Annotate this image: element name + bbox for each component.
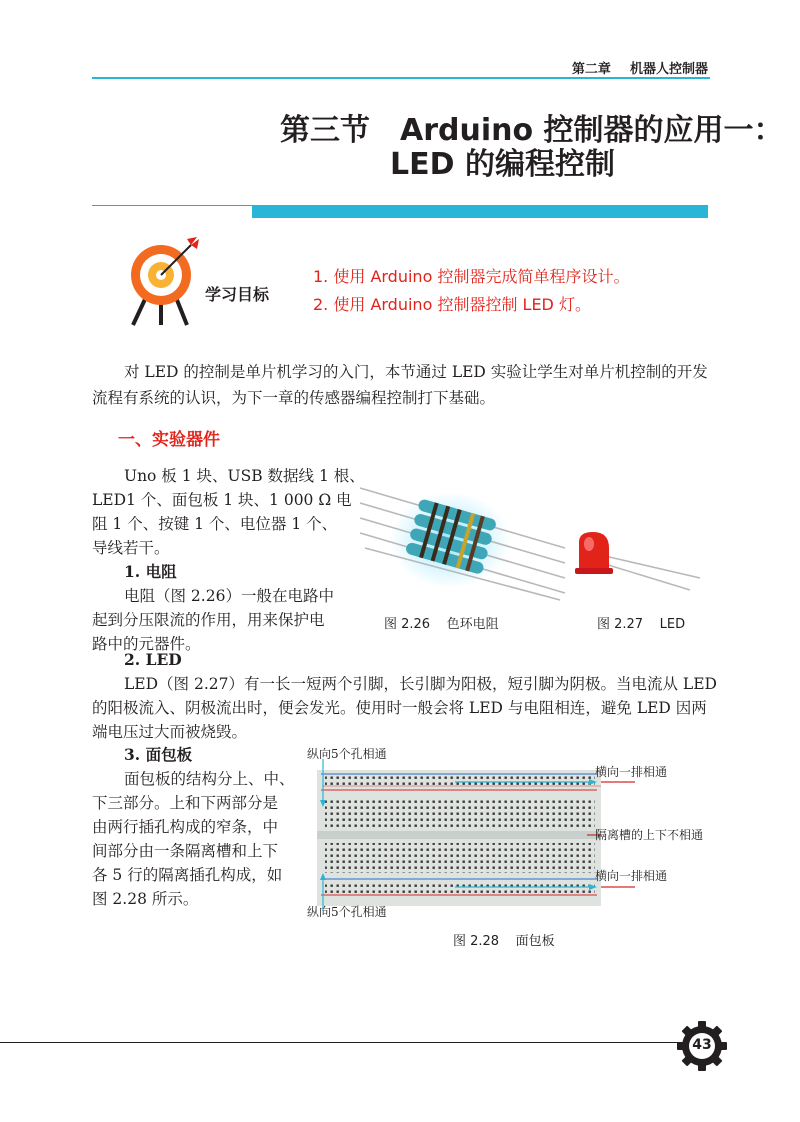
components-paragraph xyxy=(92,464,365,564)
intro-paragraph xyxy=(92,360,712,410)
components-line: LED1 个、面包板 1 块、1 000 Ω 电 xyxy=(92,491,352,509)
page-title xyxy=(280,112,784,150)
resistor-line: 路中的元器件。 xyxy=(92,635,201,653)
title-rule-bar xyxy=(252,205,708,218)
objective-item-1: 1. 使用 Arduino 控制器完成简单程序设计。 xyxy=(313,267,630,286)
led-paragraph xyxy=(92,672,717,746)
resistor-paragraph xyxy=(92,584,352,658)
led-line: 端电压过大而被烧毁。 xyxy=(92,723,248,741)
label-bottom-vertical: 纵向5个孔相通 xyxy=(307,905,387,919)
intro-line: 对 LED 的控制是单片机学习的入门，本节通过 LED 实验让学生对单片机控制的开发 xyxy=(124,363,708,381)
components-line: 导线若干。 xyxy=(92,539,170,557)
label-bottom-horizontal: 横向一排相通 xyxy=(595,869,668,883)
subsection-title-led: 2. LED xyxy=(124,650,182,669)
figure-caption-2-26: 图 2.26 色环电阻 xyxy=(384,617,499,632)
resistor-image xyxy=(355,478,570,603)
subsection-title-resistor: 1. 电阻 xyxy=(124,562,177,581)
figure-caption-2-28: 图 2.28 面包板 xyxy=(453,934,555,949)
led-line: LED（图 2.27）有一长一短两个引脚，长引脚为阳极，短引脚为阴极。当电流从 LED xyxy=(124,675,717,693)
objectives-label: 学习目标 xyxy=(205,285,270,304)
label-top-horizontal: 横向一排相通 xyxy=(595,765,668,779)
breadboard-line: 面包板的结构分上、中、 xyxy=(124,770,295,788)
resistor-line: 起到分压限流的作用，用来保护电 xyxy=(92,611,325,629)
breadboard-line: 各 5 行的隔离插孔构成，如 xyxy=(92,866,283,884)
objective-item-2: 2. 使用 Arduino 控制器控制 LED 灯。 xyxy=(313,295,591,314)
components-line: Uno 板 1 块、USB 数据线 1 根、 xyxy=(124,467,365,485)
subsection-title-breadboard: 3. 面包板 xyxy=(124,745,193,764)
breadboard-paragraph xyxy=(92,767,295,913)
breadboard-line: 间部分由一条隔离槽和上下 xyxy=(92,842,279,860)
page-title-line-2: LED 的编程控制 xyxy=(390,147,615,182)
led-line: 的阳极流入、阴极流出时，便会发光。使用时一般会将 LED 与电阻相连，避免 LED 因两 xyxy=(92,699,707,717)
header-chapter-title: 机器人控制器 xyxy=(629,62,708,77)
resistor-line: 电阻（图 2.26）一般在电路中 xyxy=(124,587,334,605)
breadboard-line: 下三部分。上和下两部分是 xyxy=(92,794,279,812)
breadboard-line: 图 2.28 所示。 xyxy=(92,890,199,908)
intro-line: 流程有系统的认识，为下一章的传感器编程控制打下基础。 xyxy=(92,389,496,407)
label-top-vertical: 纵向5个孔相通 xyxy=(307,747,387,761)
footer-rule xyxy=(0,1042,690,1043)
header-chapter: 第二章 xyxy=(571,62,611,77)
running-header xyxy=(572,58,708,77)
label-middle-groove: 隔离槽的上下不相通 xyxy=(595,828,704,842)
title-line-1: Arduino 控制器的应用一： xyxy=(400,113,784,148)
header-rule xyxy=(92,77,710,79)
breadboard-figure xyxy=(305,745,715,925)
section-heading: 一、实验器件 xyxy=(118,430,220,450)
target-icon xyxy=(125,235,205,327)
figure-caption-2-27: 图 2.27 LED xyxy=(597,617,686,632)
page-number: 43 xyxy=(692,1037,712,1053)
section-number: 第三节 xyxy=(280,113,370,148)
components-line: 阻 1 个、按键 1 个、电位器 1 个、 xyxy=(92,515,338,533)
breadboard-line: 由两行插孔构成的窄条，中 xyxy=(92,818,279,836)
led-image xyxy=(565,528,705,598)
title-rule-thin xyxy=(92,205,252,206)
